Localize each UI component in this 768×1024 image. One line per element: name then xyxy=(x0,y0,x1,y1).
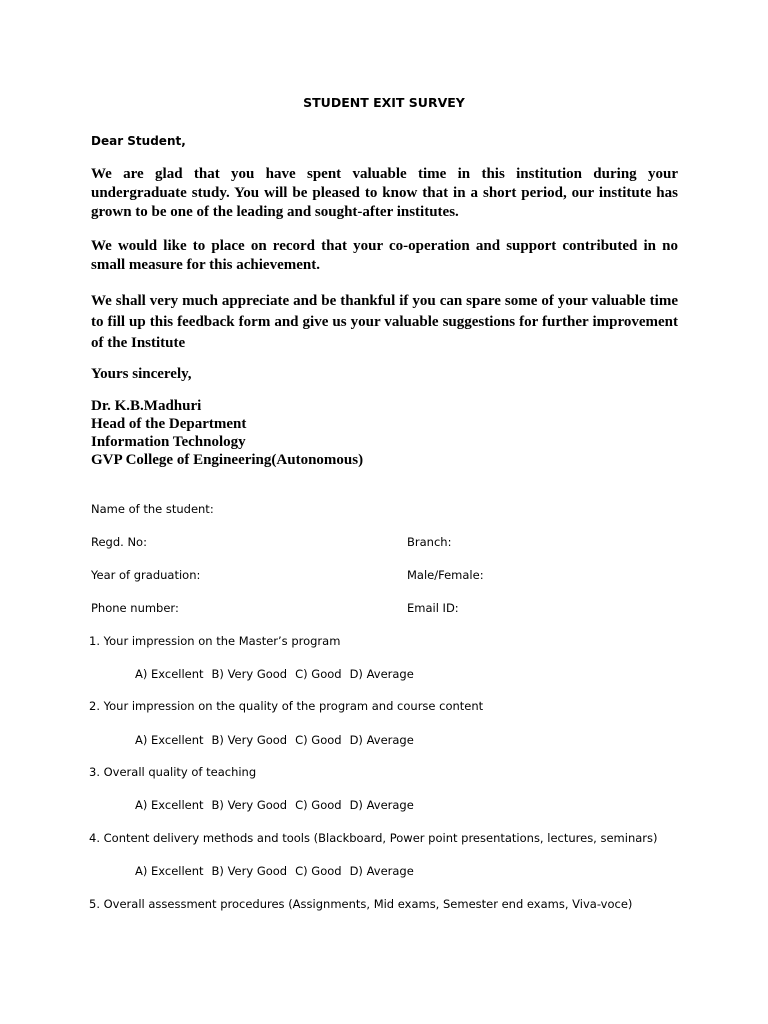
option-c: C) Good xyxy=(295,733,342,747)
option-a: A) Excellent xyxy=(135,864,204,878)
option-d: D) Average xyxy=(349,864,414,878)
options-question-4 xyxy=(135,864,422,878)
question-1: 1. Your impression on the Master’s program xyxy=(89,634,341,648)
paragraph-intro: We are glad that you have spent valuable time in this institution during your undergraduate study. You will be pleased to know that in a short period, our institute has grown to be one of the leading and sought-after institutes. xyxy=(91,166,678,220)
option-d: D) Average xyxy=(349,798,414,812)
question-4: 4. Content delivery methods and tools (Blackboard, Power point presentations, lectures, seminars) xyxy=(89,831,658,845)
field-gender: Male/Female: xyxy=(407,568,484,582)
options-question-2 xyxy=(135,733,422,747)
option-a: A) Excellent xyxy=(135,733,204,747)
field-year-of-graduation: Year of graduation: xyxy=(91,568,201,582)
option-a: A) Excellent xyxy=(135,667,204,681)
field-regd-no: Regd. No: xyxy=(91,535,147,549)
field-branch: Branch: xyxy=(407,535,452,549)
salutation: Dear Student, xyxy=(91,134,186,148)
closing: Yours sincerely, xyxy=(91,366,192,382)
option-b: B) Very Good xyxy=(211,798,288,812)
paragraph-record: We would like to place on record that your co-operation and support contributed in no small measure for this achievement. xyxy=(91,238,678,273)
options-question-3 xyxy=(135,798,422,812)
signature-title: Head of the Department xyxy=(91,416,247,432)
field-phone-number: Phone number: xyxy=(91,601,179,615)
signature-college: GVP College of Engineering(Autonomous) xyxy=(91,452,364,468)
option-c: C) Good xyxy=(295,667,342,681)
field-student-name: Name of the student: xyxy=(91,502,214,516)
page-title: STUDENT EXIT SURVEY xyxy=(303,95,465,110)
option-b: B) Very Good xyxy=(211,864,288,878)
signature-department: Information Technology xyxy=(91,434,246,450)
paragraph-request: We shall very much appreciate and be thankful if you can spare some of your valuable time to fill up this feedback form and give us your valuable suggestions for further improvement of the Institute xyxy=(91,293,678,351)
option-b: B) Very Good xyxy=(211,667,288,681)
question-2: 2. Your impression on the quality of the program and course content xyxy=(89,699,484,713)
signature-name: Dr. K.B.Madhuri xyxy=(91,398,202,414)
option-c: C) Good xyxy=(295,798,342,812)
field-email-id: Email ID: xyxy=(407,601,459,615)
signature-block xyxy=(91,397,363,469)
option-a: A) Excellent xyxy=(135,798,204,812)
option-c: C) Good xyxy=(295,864,342,878)
question-3: 3. Overall quality of teaching xyxy=(89,765,257,779)
options-question-1 xyxy=(135,667,422,681)
question-5: 5. Overall assessment procedures (Assignments, Mid exams, Semester end exams, Viva-voce) xyxy=(89,897,633,911)
option-d: D) Average xyxy=(349,667,414,681)
option-d: D) Average xyxy=(349,733,414,747)
option-b: B) Very Good xyxy=(211,733,288,747)
